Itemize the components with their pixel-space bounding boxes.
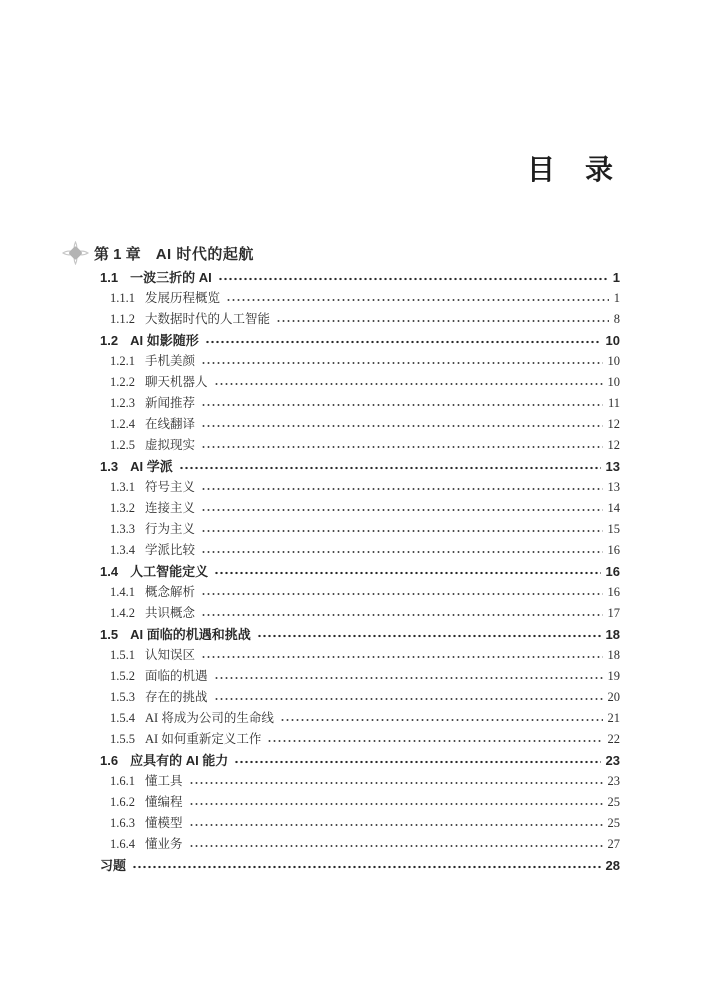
toc-entry-number: 1.2.3 (110, 396, 135, 410)
toc-entry-page: 23 (605, 753, 620, 768)
toc-entry-page: 23 (607, 774, 620, 788)
toc-entry-title: 懂模型 (145, 816, 183, 830)
toc-entry-number: 1.6.3 (110, 816, 135, 830)
toc-entry-title: 懂业务 (145, 837, 183, 851)
dot-leader-icon (132, 855, 601, 876)
toc-entry-title: 概念解析 (145, 585, 196, 599)
toc-entry-number: 1.2.5 (110, 438, 135, 452)
toc-entry[interactable] (110, 498, 620, 519)
toc-entry-number: 1.4 (100, 564, 119, 579)
toc-entry-number: 1.5.3 (110, 690, 135, 704)
chapter-ornament-icon (62, 241, 89, 265)
toc-entry-number: 1.5.1 (110, 648, 135, 662)
toc-entry-page: 1 (612, 270, 620, 285)
toc-entry[interactable] (110, 687, 620, 708)
toc-entry-number: 1.3.1 (110, 480, 135, 494)
dot-leader-icon (267, 729, 602, 750)
toc-entry-number: 1.5.5 (110, 732, 135, 746)
toc-entry-title: AI 如影随形 (130, 333, 199, 348)
toc-entry-title: 认知误区 (145, 648, 196, 662)
toc-entry-page: 18 (605, 627, 620, 642)
toc-entry-title: 发展历程概览 (145, 291, 221, 305)
dot-leader-icon (201, 540, 602, 561)
toc-entry-page: 10 (607, 375, 620, 389)
toc-entry-number: 1.2.4 (110, 417, 135, 431)
toc-entry-number: 1.3 (100, 459, 119, 474)
dot-leader-icon (205, 330, 601, 351)
toc-entry-number: 1.2.2 (110, 375, 135, 389)
toc-entry-title: 应具有的 AI 能力 (130, 753, 229, 768)
toc-entry[interactable] (110, 645, 620, 666)
toc-entry-number: 1.1.1 (110, 291, 135, 305)
toc-entry-number: 1.6 (100, 753, 119, 768)
chapter-title: AI 时代的起航 (155, 245, 254, 263)
toc-entry-title: AI 将成为公司的生命线 (145, 711, 274, 725)
toc-entry-title: 连接主义 (145, 501, 196, 515)
toc-entry-title: 虚拟现实 (145, 438, 196, 452)
toc-entry[interactable] (110, 540, 620, 561)
chapter-heading[interactable] (62, 241, 254, 265)
toc-entry-number: 1.4.2 (110, 606, 135, 620)
toc-entry-title: 聊天机器人 (145, 375, 208, 389)
dot-leader-icon (201, 435, 602, 456)
toc-entry-number: 1.1 (100, 270, 119, 285)
dot-leader-icon (201, 414, 602, 435)
dot-leader-icon (234, 750, 600, 771)
toc-entry-title: AI 如何重新定义工作 (145, 732, 262, 746)
toc-entry[interactable] (110, 792, 620, 813)
toc-entry[interactable] (110, 834, 620, 855)
toc-entry[interactable] (110, 666, 620, 687)
dot-leader-icon (214, 666, 603, 687)
toc-entry-number: 1.3.2 (110, 501, 135, 515)
toc-entry-page: 16 (607, 543, 620, 557)
toc-entry-title: 共识概念 (145, 606, 196, 620)
toc-entry[interactable] (110, 435, 620, 456)
toc-entry-page: 15 (607, 522, 620, 536)
dot-leader-icon (218, 267, 608, 288)
toc-entry[interactable] (110, 729, 620, 750)
toc-entry-number: 1.6.2 (110, 795, 135, 809)
toc-entry-number: 1.6.4 (110, 837, 135, 851)
dot-leader-icon (201, 498, 602, 519)
toc-entry-page: 1 (613, 291, 620, 305)
toc-entry-title: 懂编程 (145, 795, 183, 809)
toc-entry-number: 1.3.4 (110, 543, 135, 557)
toc-entry-page: 10 (605, 333, 620, 348)
toc-entry-title: 存在的挑战 (145, 690, 208, 704)
toc-entry-page: 20 (607, 690, 620, 704)
toc-entry-page: 21 (607, 711, 620, 725)
toc-entry-number: 1.5 (100, 627, 119, 642)
toc-entry-number: 1.2.1 (110, 354, 135, 368)
toc-entry-title: 新闻推荐 (145, 396, 196, 410)
dot-leader-icon (201, 603, 602, 624)
toc-entry-title: 学派比较 (145, 543, 196, 557)
dot-leader-icon (201, 582, 602, 603)
toc-entry-title: AI 面临的机遇和挑战 (130, 627, 251, 642)
chapter-number-label: 第 1 章 (94, 245, 141, 263)
toc-entry[interactable] (100, 855, 620, 876)
toc-entry[interactable] (110, 708, 620, 729)
toc-entry-number: 1.3.3 (110, 522, 135, 536)
toc-entry[interactable] (110, 414, 620, 435)
toc-entry-title: 大数据时代的人工智能 (145, 312, 271, 326)
dot-leader-icon (214, 561, 600, 582)
toc-entry-title: 懂工具 (145, 774, 183, 788)
toc-list (100, 267, 620, 876)
page-title: 目 录 (526, 154, 614, 185)
dot-leader-icon (189, 813, 603, 834)
toc-entry[interactable] (110, 393, 620, 414)
toc-entry-page: 8 (613, 312, 620, 326)
dot-leader-icon (201, 645, 602, 666)
dot-leader-icon (189, 792, 603, 813)
toc-entry[interactable] (110, 603, 620, 624)
toc-entry-title: AI 学派 (130, 459, 173, 474)
toc-entry-title: 在线翻译 (145, 417, 196, 431)
toc-entry-title: 习题 (100, 858, 127, 873)
dot-leader-icon (189, 834, 603, 855)
dot-leader-icon (226, 288, 609, 309)
toc-entry-page: 28 (605, 858, 620, 873)
toc-entry[interactable] (100, 267, 620, 288)
toc-entry[interactable] (110, 309, 620, 330)
toc-entry-page: 12 (607, 438, 620, 452)
dot-leader-icon (280, 708, 603, 729)
toc-entry[interactable] (100, 561, 620, 582)
dot-leader-icon (201, 393, 603, 414)
toc-entry[interactable] (100, 456, 620, 477)
dot-leader-icon (257, 624, 601, 645)
toc-entry-page: 27 (607, 837, 620, 851)
toc-entry-number: 1.1.2 (110, 312, 135, 326)
toc-entry[interactable] (110, 351, 620, 372)
toc-entry-page: 18 (607, 648, 620, 662)
toc-entry[interactable] (110, 582, 620, 603)
toc-entry-title: 行为主义 (145, 522, 196, 536)
toc-entry-page: 16 (605, 564, 620, 579)
toc-entry-page: 25 (607, 816, 620, 830)
dot-leader-icon (189, 771, 603, 792)
toc-entry-number: 1.6.1 (110, 774, 135, 788)
toc-entry-page: 19 (607, 669, 620, 683)
toc-entry-number: 1.5.4 (110, 711, 135, 725)
toc-entry-title: 面临的机遇 (145, 669, 208, 683)
toc-entry-number: 1.4.1 (110, 585, 135, 599)
toc-entry-page: 11 (607, 396, 620, 410)
dot-leader-icon (179, 456, 601, 477)
toc-entry-page: 14 (607, 501, 620, 515)
dot-leader-icon (201, 351, 602, 372)
toc-entry-page: 22 (607, 732, 620, 746)
toc-entry-page: 13 (605, 459, 620, 474)
toc-entry-title: 人工智能定义 (130, 564, 209, 579)
dot-leader-icon (201, 519, 602, 540)
toc-entry-page: 10 (607, 354, 620, 368)
toc-entry[interactable] (110, 771, 620, 792)
toc-entry[interactable] (110, 519, 620, 540)
toc-entry[interactable] (110, 372, 620, 393)
toc-entry-title: 符号主义 (145, 480, 196, 494)
dot-leader-icon (214, 687, 603, 708)
toc-entry-page: 12 (607, 417, 620, 431)
toc-entry[interactable] (110, 288, 620, 309)
toc-entry-title: 手机美颜 (145, 354, 196, 368)
dot-leader-icon (201, 477, 602, 498)
toc-entry-number: 1.5.2 (110, 669, 135, 683)
toc-entry-number: 1.2 (100, 333, 119, 348)
toc-entry-page: 17 (607, 606, 620, 620)
toc-entry[interactable] (100, 330, 620, 351)
toc-entry[interactable] (100, 624, 620, 645)
toc-entry-title: 一波三折的 AI (130, 270, 212, 285)
toc-entry[interactable] (110, 813, 620, 834)
toc-entry-page: 13 (607, 480, 620, 494)
toc-entry-page: 25 (607, 795, 620, 809)
toc-entry[interactable] (110, 477, 620, 498)
dot-leader-icon (276, 309, 609, 330)
toc-entry-page: 16 (607, 585, 620, 599)
toc-entry[interactable] (100, 750, 620, 771)
dot-leader-icon (214, 372, 603, 393)
